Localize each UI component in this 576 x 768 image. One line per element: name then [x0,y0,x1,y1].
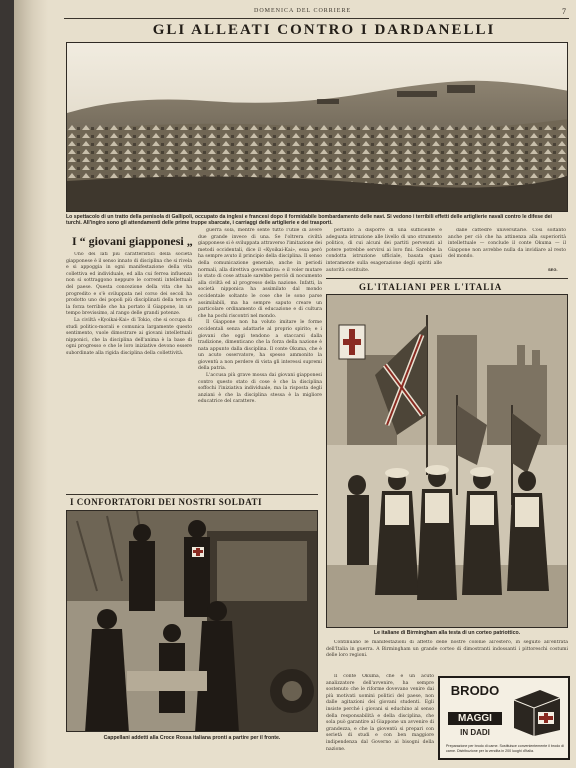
main-headline: GLI ALLEATI CONTRO I DARDANELLI [152,22,496,38]
article-signature: SEG. [548,267,558,272]
giovani-paragraph: La civiltà «Kyoikai-Kai» di Tokio, che si occupa di studi politico-morali e comunica largamente questo sentimento, vuole dimostrare ai giovani intellettuali nipponici, che la disciplina dell'anima è la base di ogni progresso e che le loro iniziative devono essere subordinate alla rigida disciplina della collettività. [66,317,192,356]
middle-paragraph: L'accusa più grave mossa dai giovani giapponesi contro questo stato di cose è che la disciplina soffochi l'iniziativa individuale, ma la risposta degli anziani è che la disciplina stessa è la migliore educatrice del carattere. [198,373,322,405]
confortatori-top-rule [66,494,318,495]
top-rule [64,18,569,19]
birmingham-parade-photo [326,294,568,628]
ad-subline: IN DADI [460,728,490,737]
gallipoli-photo-drawing [67,43,568,212]
maggi-advertisement [438,676,570,760]
italiani-top-rule [326,278,568,279]
bouillon-cube-box-icon [510,686,564,738]
birmingham-caption: Le italiane di Birmingham alla testa di un corteo patriottico. [373,630,521,636]
ad-brand: BRODO [450,683,500,698]
right-top-text-a [326,228,442,274]
confortatori-title: I CONFORTATORI DEI NOSTRI SOLDATI [70,497,263,507]
right-top-paragraph: pertanto a disporre di una sufficiente e adeguata istruzione alle livello di uno strumento politico, di cui alcuni dei partiti pervenuti al potere potrebbe servirsi ai loro fini. Sarebbe la condotta istruzione ufficiale, basata quasi interamente sulla esagerazione degli spiriti alle autorità costituite. [326,228,442,273]
chaplains-drawing [67,511,318,732]
page-spine-shadow [14,0,48,768]
italiani-title: GL'ITALIANI PER L'ITALIA [359,282,503,292]
page-number: 7 [562,7,566,16]
bottom-paragraph: Il conte Okuma, che è un acuto analizzatore dell'avvenire, ha sempre sostenuto che le riforme dovevano venire dai più motivati uomini politici del paese, non dalle agitazioni dei giovani studenti. Egli insiste perché i giovani si educhino al senso della responsabilità e della disciplina, che sola può garantire al Giappone un avvenire di grandezza, e che la gioventù si prepari con serietà di studi e con ben maggiore indipendenza dal Governo ai bisogni della nazione. [326,674,434,752]
italiani-paragraph: Continuano le manifestazioni di affetto delle nostre colonie all'estero, in seguito all'entrata dell'Italia in guerra. A Birmingham un grande corteo di dimostranti indossanti i pittoreschi costumi delle loro regioni. [326,640,568,659]
middle-column-text [198,228,322,492]
ad-product: MAGGI [448,712,502,725]
newspaper-page [14,0,576,768]
giovani-title: I “ giovani giapponesi „ [72,234,193,248]
bottom-article-text [326,674,434,762]
gallipoli-photo [66,42,568,212]
ad-fine-print: Preparazione per brodo di carne. Sostituisce convenientemente il brodo di carne. Distribuzione per la vendita in 200 luoghi d'Italia. [446,744,564,753]
italiani-article-body [326,640,568,668]
chaplains-caption: Cappellani addetti alla Croce Rossa italiana pronti a partire per il fronte. [103,735,281,741]
right-top-text-b [448,228,566,268]
chaplains-photo [66,510,318,732]
giovani-article-body [66,252,192,488]
middle-paragraph: Il Giappone non ha voluto imitare le forme occidentali senza adattarle al proprio spirito; e i giovani che oggi tendono a staccarsi dalla tradizione, dimenticano che la forza della nazione è nata appunto dalla disciplina. Il conte Okuma, che è un acuto osservatore, ha spesso ammonito la gioventù a non perdere di vista gli interessi supremi della patria. [198,320,322,372]
birmingham-parade-drawing [327,295,568,628]
giovani-paragraph: Uno dei lati più caratteristici della società giapponese è il senso innato di disciplina che si rivela e si appoggia in ogni manifestazione della vita collettiva ed individuale, ed alla cui ferrea influenza non si sottraggono neppure le correnti intellettuali del paese. Questa concezione della vita che ha progredito e s'è sviluppata nel corso dei secoli ha prodotto uno dei popoli più disciplinati della terra e la forza terribile che ha portato il Giappone, in un tempo brevissimo, al rango delle grandi potenze. [66,252,192,317]
middle-paragraph: guerra sola, mentre sente tutto l'utile di avere due grande invece di una. Se l'oltrera civiltà giapponese si è sviluppata attraverso l'imitazione dei metodi occidentali, dice il «Kyoikai-Kai», essa però ha sempre avuto il principio della disciplina. Il senso della comunicazione generale, anche in periodi normali, alla direttiva governativa: e il voler mutare lo stato di cose attuale sarebbe perciò di nocumento alla civiltà ed al progresso della nazione. Infatti, la società nipponica ha assimilato dal mondo occidentale soltanto le cose che le sono parse assimilabili, ma ha sempre saputo creare un particolare ordinamento di educazione e di cultura che ha pochi riscontri nel mondo. [198,228,322,319]
right-top-paragraph: dalle cattedre universitarie. Così soltanto anche per ciò che ha attinenza alla superiorità intellettuale — conclude il conte Okuma — il Giappone non avrebbe nulla da invidiare al resto del mondo. [448,228,566,260]
gallipoli-caption: Lo spettacolo di un tratto della penisola di Gallipoli, occupato da inglesi e francesi dopo il formidabile bombardamento delle navi. Si vedono i terribili effetti delle artiglierie navali contro le difese dei turchi. All'ingiro sono gli attendamenti delle prime truppe sbarcate, i carriaggi delle artiglierie e dei trasporti. [66,214,552,227]
running-head: DOMENICA DEL CORRIERE [254,8,352,14]
